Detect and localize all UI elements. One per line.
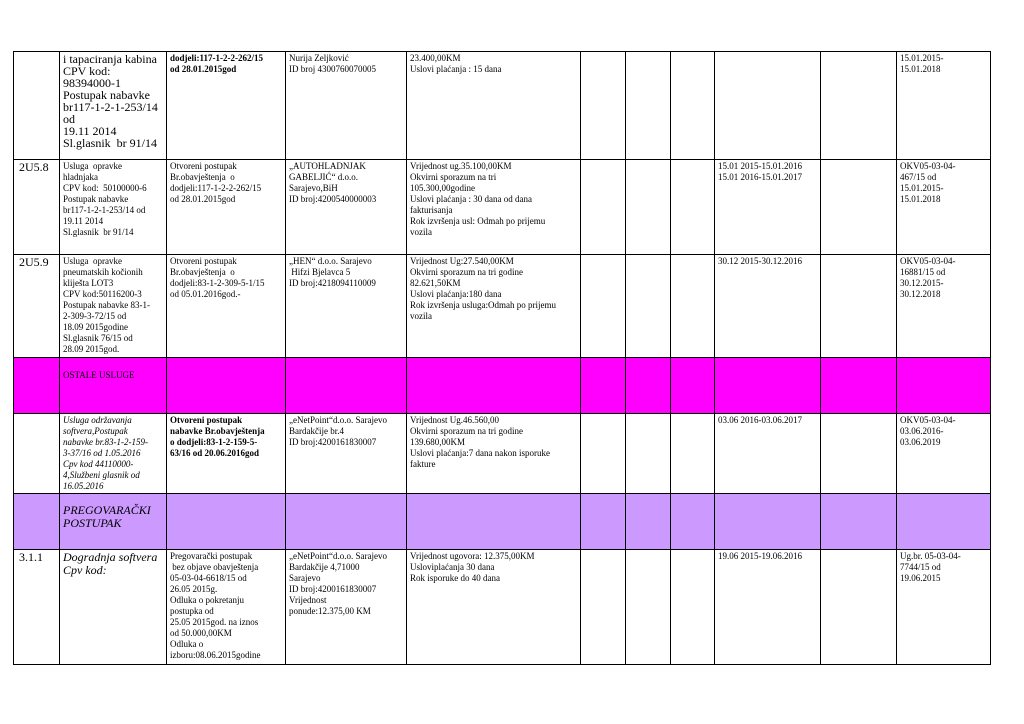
contract-value: Vrijednost Ug:27.540,00KM Okvirni sporazum na tri godine 82.621,50KM Uslovi plaćanja:180 dana Rok izvršenja usluga:Odmah po prijemu vozila — [407, 255, 581, 358]
empty-cell — [671, 358, 715, 414]
section-row — [14, 494, 991, 550]
empty-cell — [14, 358, 60, 414]
empty-cell — [671, 494, 715, 550]
period-cell: 15.01 2015-15.01.2016 15.01 2016-15.01.2017 — [715, 160, 821, 255]
empty-cell — [671, 414, 715, 494]
service-description: Dogradnja softvera Cpv kod: — [60, 550, 167, 665]
service-description: i tapaciranja kabina CPV kod: 98394000-1 Postupak nabavke br117-1-2-1-253/14 od 19.11 2014 Sl.glasnik br 91/14 — [60, 52, 167, 160]
contract-value: Vrijednost ug.35.100,00KM Okvirni sporazum na tri 105.300,00godine Uslovi plaćanja : 30 dana od dana fakturisanja Rok izvršenja usl: Odmah po prijemu vozila — [407, 160, 581, 255]
empty-cell — [897, 494, 991, 550]
empty-cell — [671, 160, 715, 255]
procedure-info: dodjeli:117-1-2-2-262/15 od 28.01.2015god — [167, 52, 286, 160]
supplier-info: „AUTOHLADNJAK GABELJIĆ“ d.o.o. Sarajevo,BiH ID broj:4200540000003 — [286, 160, 407, 255]
table-row — [14, 255, 991, 358]
contract-number: 15.01.2015- 15.01.2018 — [897, 52, 991, 160]
procedure-info: Otvoreni postupak Br.obavještenja o dodjeli:117-1-2-2-262/15 od 28.01.2015god — [167, 160, 286, 255]
empty-cell — [581, 160, 626, 255]
service-description: Usluga opravke pneumatskih kočionih kliješta LOT3 CPV kod:50116200-3 Postupak nabavke 83-1- 2-309-3-72/15 od 18.09 2015godine Sl.glasnik 76/15 od 28.09 2015god. — [60, 255, 167, 358]
empty-cell — [581, 494, 626, 550]
supplier-info: „HEN“ d.o.o. Sarajevo Hifzi Bjelavca 5 ID broj:4218094110009 — [286, 255, 407, 358]
row-number: 2U5.9 — [14, 255, 60, 358]
empty-cell — [671, 52, 715, 160]
empty-cell — [821, 414, 897, 494]
table-row — [14, 550, 991, 665]
contract-number: OKV05-03-04- 03.06.2016- 03.06.2019 — [897, 414, 991, 494]
procurement-table — [13, 51, 991, 665]
empty-cell — [671, 550, 715, 665]
empty-cell — [14, 494, 60, 550]
empty-cell — [581, 550, 626, 665]
section-title: PREGOVARAČKI POSTUPAK — [60, 494, 167, 550]
row-number: 2U5.8 — [14, 160, 60, 255]
period-cell: 19.06 2015-19.06.2016 — [715, 550, 821, 665]
service-description: Usluga održavanja softvera,Postupak nabavke br.83-1-2-159- 3-37/16 od 1.05.2016 Cpv kod 44110000- 4,Službeni glasnik od 16.05.2016 — [60, 414, 167, 494]
empty-cell — [581, 358, 626, 414]
row-number — [14, 414, 60, 494]
table-row — [14, 52, 991, 160]
row-number: 3.1.1 — [14, 550, 60, 665]
empty-cell — [715, 494, 821, 550]
empty-cell — [286, 494, 407, 550]
empty-cell — [821, 255, 897, 358]
table-row — [14, 414, 991, 494]
empty-cell — [897, 358, 991, 414]
empty-cell — [626, 414, 671, 494]
procedure-info: Otvoreni postupak Br.obavještenja o dodjeli:83-1-2-309-5-1/15 od 05.01.2016god.- — [167, 255, 286, 358]
contract-value: Vrijednost Ug.46.560,00 Okvirni sporazum na tri godine 139.680,00KM Uslovi plaćanja:7 dana nakon isporuke fakture — [407, 414, 581, 494]
contract-value: Vrijednost ugovora: 12.375,00KM Usloviplaćanja 30 dana Rok isporuke do 40 dana — [407, 550, 581, 665]
empty-cell — [286, 358, 407, 414]
empty-cell — [581, 255, 626, 358]
service-description: Usluga opravke hladnjaka CPV kod: 50100000-6 Postupak nabavke br117-1-2-1-253/14 od 19.11 2014 Sl.glasnik br 91/14 — [60, 160, 167, 255]
empty-cell — [671, 255, 715, 358]
empty-cell — [821, 160, 897, 255]
section-row — [14, 358, 991, 414]
empty-cell — [626, 160, 671, 255]
row-number — [14, 52, 60, 160]
procedure-info: Otvoreni postupak nabavke Br.obavještenja o dodjeli:83-1-2-159-5- 63/16 od 20.06.2016god — [167, 414, 286, 494]
section-title: OSTALE USLUGE — [60, 358, 167, 414]
contract-number: OKV05-03-04- 16881/15 od 30.12.2015- 30.12.2018 — [897, 255, 991, 358]
empty-cell — [821, 52, 897, 160]
empty-cell — [821, 358, 897, 414]
empty-cell — [626, 358, 671, 414]
empty-cell — [407, 494, 581, 550]
empty-cell — [626, 52, 671, 160]
empty-cell — [715, 358, 821, 414]
contract-number: OKV05-03-04- 467/15 od 15.01.2015- 15.01.2018 — [897, 160, 991, 255]
empty-cell — [626, 494, 671, 550]
empty-cell — [167, 494, 286, 550]
empty-cell — [581, 52, 626, 160]
period-cell: 03.06 2016-03.06.2017 — [715, 414, 821, 494]
table-row — [14, 160, 991, 255]
period-cell: 30.12 2015-30.12.2016 — [715, 255, 821, 358]
empty-cell — [821, 494, 897, 550]
contract-number: Ug.br. 05-03-04- 7744/15 od 19.06.2015 — [897, 550, 991, 665]
empty-cell — [167, 358, 286, 414]
empty-cell — [626, 550, 671, 665]
contract-value: 23.400,00KM Uslovi plaćanja : 15 dana — [407, 52, 581, 160]
procedure-info: Pregovarački postupak bez objave obavještenja 05-03-04-6618/15 od 26.05 2015g. Odluka o pokretanju postupka od 25.05 2015god. na iznos od 50.000,00KM Odluka o izboru:08.06.2015godine — [167, 550, 286, 665]
period-cell — [715, 52, 821, 160]
empty-cell — [626, 255, 671, 358]
empty-cell — [821, 550, 897, 665]
empty-cell — [407, 358, 581, 414]
supplier-info: „eNetPoint“d.o.o. Sarajevo Bardakčije 4,71000 Sarajevo ID broj:4200161830007 Vrijednost ponude:12.375,00 KM — [286, 550, 407, 665]
supplier-info: „eNetPoint“d.o.o. Sarajevo Bardakčije br.4 ID broj:4200161830007 — [286, 414, 407, 494]
supplier-info: Nurija Zeljković ID broj 4300760070005 — [286, 52, 407, 160]
empty-cell — [581, 414, 626, 494]
